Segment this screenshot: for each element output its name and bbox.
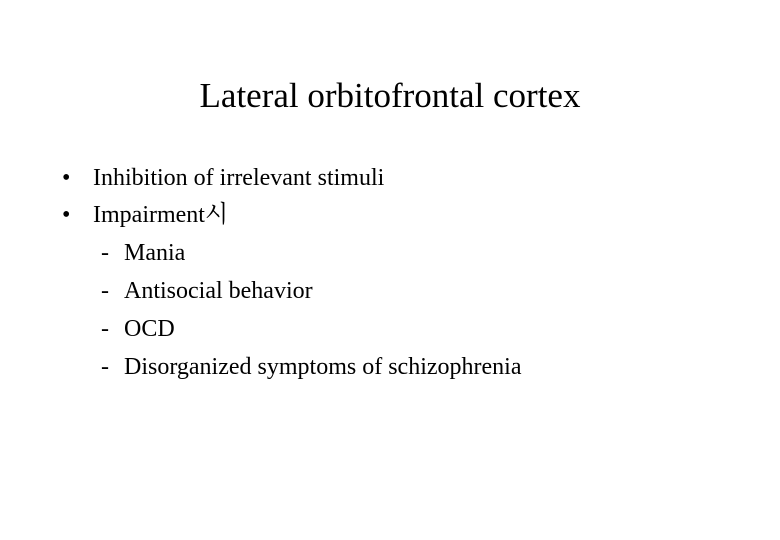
sub-item <box>62 234 762 272</box>
bullet-text: Inhibition of irrelevant stimuli <box>93 165 385 191</box>
bullet-marker: • <box>62 165 71 191</box>
sub-marker: - <box>101 354 109 380</box>
sub-marker: - <box>101 240 109 266</box>
sub-item <box>62 310 762 348</box>
sub-item <box>62 272 762 310</box>
slide-title: Lateral orbitofrontal cortex <box>199 76 581 115</box>
bullet-text: Impairment시 <box>93 202 229 228</box>
sub-item-text: Antisocial behavior <box>124 278 313 304</box>
sub-item <box>62 348 762 386</box>
sub-marker: - <box>101 316 109 342</box>
sub-item-text: Disorganized symptoms of schizophrenia <box>124 354 522 380</box>
sub-item-text: OCD <box>124 316 175 342</box>
bullet-item <box>62 197 762 234</box>
bullet-item <box>62 160 762 197</box>
sub-item-text: Mania <box>124 240 186 266</box>
sub-marker: - <box>101 278 109 304</box>
bullet-list <box>62 160 762 386</box>
bullet-marker: • <box>62 202 71 228</box>
